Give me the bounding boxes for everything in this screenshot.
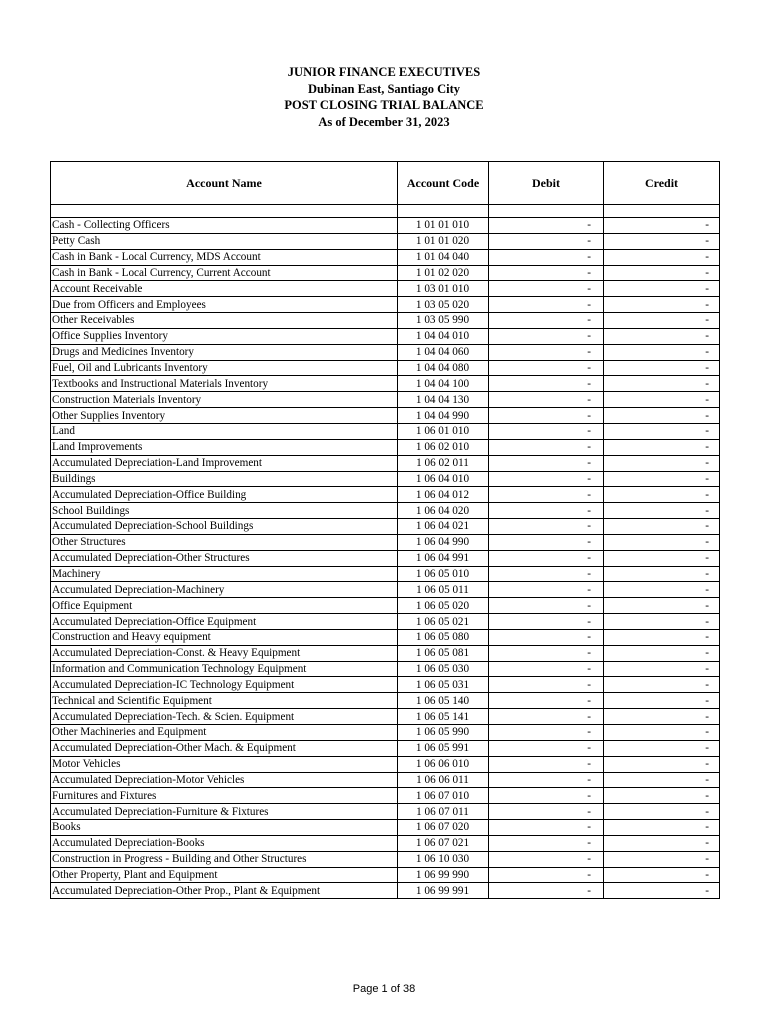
credit-cell: -	[604, 582, 720, 598]
account-name-cell: Accumulated Depreciation-Land Improvement	[51, 455, 398, 471]
report-title: POST CLOSING TRIAL BALANCE	[284, 98, 484, 112]
account-name-cell: Other Machineries and Equipment	[51, 725, 398, 741]
credit-cell: -	[604, 376, 720, 392]
credit-cell: -	[604, 598, 720, 614]
credit-cell: -	[604, 313, 720, 329]
table-row	[51, 281, 720, 297]
debit-cell: -	[489, 328, 604, 344]
table-row	[51, 313, 720, 329]
credit-cell: -	[604, 249, 720, 265]
account-code-cell: 1 04 04 060	[398, 344, 489, 360]
account-code-cell: 1 01 01 010	[398, 218, 489, 234]
account-code-cell: 1 06 05 990	[398, 725, 489, 741]
credit-cell: -	[604, 455, 720, 471]
credit-cell: -	[604, 693, 720, 709]
credit-cell: -	[604, 883, 720, 899]
account-code-cell: 1 06 04 020	[398, 503, 489, 519]
table-row	[51, 740, 720, 756]
organization-name: JUNIOR FINANCE EXECUTIVES	[287, 65, 481, 79]
debit-cell: -	[489, 265, 604, 281]
debit-cell: -	[489, 661, 604, 677]
table-row	[51, 392, 720, 408]
account-name-cell: Textbooks and Instructional Materials Inventory	[51, 376, 398, 392]
account-code-cell: 1 06 07 011	[398, 804, 489, 820]
debit-cell: -	[489, 519, 604, 535]
table-row	[51, 851, 720, 867]
credit-cell: -	[604, 534, 720, 550]
account-name-cell: Accumulated Depreciation-Machinery	[51, 582, 398, 598]
debit-cell: -	[489, 645, 604, 661]
table-row	[51, 804, 720, 820]
debit-cell: -	[489, 344, 604, 360]
account-name-cell: Office Supplies Inventory	[51, 328, 398, 344]
credit-cell: -	[604, 503, 720, 519]
account-code-cell: 1 03 05 020	[398, 297, 489, 313]
account-code-cell: 1 06 05 081	[398, 645, 489, 661]
debit-cell: -	[489, 550, 604, 566]
account-name-cell: Accumulated Depreciation-Other Prop., Plant & Equipment	[51, 883, 398, 899]
table-row	[51, 788, 720, 804]
account-name-cell: School Buildings	[51, 503, 398, 519]
account-name-cell: Construction in Progress - Building and Other Structures	[51, 851, 398, 867]
debit-cell: -	[489, 804, 604, 820]
account-code-cell: 1 06 05 011	[398, 582, 489, 598]
debit-cell: -	[489, 851, 604, 867]
account-code-cell: 1 04 04 990	[398, 408, 489, 424]
debit-cell: -	[489, 709, 604, 725]
table-row	[51, 820, 720, 836]
account-code-cell: 1 06 05 010	[398, 566, 489, 582]
credit-cell: -	[604, 392, 720, 408]
debit-cell: -	[489, 614, 604, 630]
credit-cell: -	[604, 471, 720, 487]
credit-cell: -	[604, 677, 720, 693]
table-row	[51, 725, 720, 741]
debit-cell: -	[489, 693, 604, 709]
debit-cell: -	[489, 249, 604, 265]
account-name-cell: Accumulated Depreciation-Office Equipment	[51, 614, 398, 630]
account-code-cell: 1 06 05 080	[398, 629, 489, 645]
credit-cell: -	[604, 550, 720, 566]
account-code-cell: 1 06 07 021	[398, 835, 489, 851]
table-row	[51, 550, 720, 566]
credit-cell: -	[604, 629, 720, 645]
report-header	[0, 64, 768, 130]
credit-cell: -	[604, 645, 720, 661]
credit-cell: -	[604, 804, 720, 820]
account-code-cell: 1 06 05 021	[398, 614, 489, 630]
debit-cell: -	[489, 725, 604, 741]
table-row	[51, 487, 720, 503]
debit-cell: -	[489, 439, 604, 455]
table-row	[51, 503, 720, 519]
account-code-cell: 1 06 05 991	[398, 740, 489, 756]
debit-cell: -	[489, 835, 604, 851]
credit-cell: -	[604, 439, 720, 455]
account-name-cell: Accumulated Depreciation-Office Building	[51, 487, 398, 503]
table-row	[51, 614, 720, 630]
debit-cell: -	[489, 423, 604, 439]
account-name-cell: Cash in Bank - Local Currency, Current Account	[51, 265, 398, 281]
table-row	[51, 360, 720, 376]
credit-cell: -	[604, 756, 720, 772]
account-name-cell: Cash - Collecting Officers	[51, 218, 398, 234]
credit-cell: -	[604, 614, 720, 630]
account-code-cell: 1 06 07 020	[398, 820, 489, 836]
table-row	[51, 677, 720, 693]
account-code-cell: 1 06 01 010	[398, 423, 489, 439]
account-code-cell: 1 03 01 010	[398, 281, 489, 297]
column-header-debit: Debit	[489, 162, 604, 205]
debit-cell: -	[489, 487, 604, 503]
credit-cell: -	[604, 867, 720, 883]
account-code-cell: 1 06 05 031	[398, 677, 489, 693]
account-name-cell: Information and Communication Technology Equipment	[51, 661, 398, 677]
organization-address: Dubinan East, Santiago City	[307, 81, 461, 96]
account-name-cell: Accumulated Depreciation-Other Structures	[51, 550, 398, 566]
table-body	[51, 205, 720, 899]
account-name-cell: Accumulated Depreciation-Const. & Heavy Equipment	[51, 645, 398, 661]
account-name-cell: Construction Materials Inventory	[51, 392, 398, 408]
account-name-cell: Buildings	[51, 471, 398, 487]
account-name-cell: Cash in Bank - Local Currency, MDS Account	[51, 249, 398, 265]
spacer-cell	[604, 205, 720, 218]
account-code-cell: 1 06 04 991	[398, 550, 489, 566]
account-name-cell: Office Equipment	[51, 598, 398, 614]
debit-cell: -	[489, 598, 604, 614]
account-code-cell: 1 06 07 010	[398, 788, 489, 804]
account-code-cell: 1 06 05 141	[398, 709, 489, 725]
account-code-cell: 1 06 99 991	[398, 883, 489, 899]
column-header-credit: Credit	[604, 162, 720, 205]
account-name-cell: Books	[51, 820, 398, 836]
account-name-cell: Technical and Scientific Equipment	[51, 693, 398, 709]
credit-cell: -	[604, 281, 720, 297]
debit-cell: -	[489, 677, 604, 693]
credit-cell: -	[604, 487, 720, 503]
debit-cell: -	[489, 218, 604, 234]
credit-cell: -	[604, 725, 720, 741]
debit-cell: -	[489, 408, 604, 424]
credit-cell: -	[604, 360, 720, 376]
debit-cell: -	[489, 788, 604, 804]
account-name-cell: Accumulated Depreciation-Tech. & Scien. Equipment	[51, 709, 398, 725]
column-header-account-name: Account Name	[51, 162, 398, 205]
credit-cell: -	[604, 820, 720, 836]
account-name-cell: Petty Cash	[51, 233, 398, 249]
debit-cell: -	[489, 756, 604, 772]
credit-cell: -	[604, 772, 720, 788]
credit-cell: -	[604, 297, 720, 313]
account-code-cell: 1 01 04 040	[398, 249, 489, 265]
table-row	[51, 772, 720, 788]
account-name-cell: Motor Vehicles	[51, 756, 398, 772]
spacer-cell	[51, 205, 398, 218]
account-code-cell: 1 04 04 100	[398, 376, 489, 392]
credit-cell: -	[604, 566, 720, 582]
account-code-cell: 1 06 02 010	[398, 439, 489, 455]
table-row	[51, 344, 720, 360]
account-name-cell: Accumulated Depreciation-Other Mach. & Equipment	[51, 740, 398, 756]
account-code-cell: 1 06 02 011	[398, 455, 489, 471]
account-code-cell: 1 06 06 011	[398, 772, 489, 788]
table-row	[51, 661, 720, 677]
credit-cell: -	[604, 835, 720, 851]
debit-cell: -	[489, 281, 604, 297]
account-code-cell: 1 06 04 021	[398, 519, 489, 535]
account-name-cell: Due from Officers and Employees	[51, 297, 398, 313]
table-row	[51, 756, 720, 772]
debit-cell: -	[489, 629, 604, 645]
table-row	[51, 408, 720, 424]
account-name-cell: Other Structures	[51, 534, 398, 550]
table-row	[51, 439, 720, 455]
table-row	[51, 218, 720, 234]
account-code-cell: 1 06 05 020	[398, 598, 489, 614]
account-name-cell: Machinery	[51, 566, 398, 582]
debit-cell: -	[489, 471, 604, 487]
credit-cell: -	[604, 788, 720, 804]
account-code-cell: 1 06 06 010	[398, 756, 489, 772]
credit-cell: -	[604, 740, 720, 756]
credit-cell: -	[604, 423, 720, 439]
debit-cell: -	[489, 772, 604, 788]
page-number: Page 1 of 38	[352, 983, 416, 995]
account-name-cell: Drugs and Medicines Inventory	[51, 344, 398, 360]
table-row	[51, 835, 720, 851]
table-row	[51, 471, 720, 487]
credit-cell: -	[604, 408, 720, 424]
table-row	[51, 233, 720, 249]
credit-cell: -	[604, 218, 720, 234]
account-name-cell: Accumulated Depreciation-School Buildings	[51, 519, 398, 535]
table-header-row	[51, 162, 720, 205]
table-row	[51, 455, 720, 471]
account-code-cell: 1 01 01 020	[398, 233, 489, 249]
credit-cell: -	[604, 709, 720, 725]
account-name-cell: Accumulated Depreciation-Books	[51, 835, 398, 851]
debit-cell: -	[489, 534, 604, 550]
account-code-cell: 1 06 05 030	[398, 661, 489, 677]
spacer-cell	[398, 205, 489, 218]
table-row	[51, 376, 720, 392]
table-row	[51, 566, 720, 582]
account-code-cell: 1 04 04 010	[398, 328, 489, 344]
account-name-cell: Accumulated Depreciation-Furniture & Fixtures	[51, 804, 398, 820]
credit-cell: -	[604, 661, 720, 677]
debit-cell: -	[489, 297, 604, 313]
credit-cell: -	[604, 519, 720, 535]
credit-cell: -	[604, 265, 720, 281]
account-name-cell: Accumulated Depreciation-Motor Vehicles	[51, 772, 398, 788]
table-row	[51, 645, 720, 661]
account-name-cell: Other Receivables	[51, 313, 398, 329]
table-row	[51, 598, 720, 614]
account-code-cell: 1 03 05 990	[398, 313, 489, 329]
debit-cell: -	[489, 740, 604, 756]
trial-balance-table	[50, 161, 720, 899]
table-row	[51, 582, 720, 598]
debit-cell: -	[489, 503, 604, 519]
table-row	[51, 519, 720, 535]
account-name-cell: Furnitures and Fixtures	[51, 788, 398, 804]
credit-cell: -	[604, 344, 720, 360]
debit-cell: -	[489, 883, 604, 899]
account-code-cell: 1 04 04 080	[398, 360, 489, 376]
table-row	[51, 693, 720, 709]
account-name-cell: Other Property, Plant and Equipment	[51, 867, 398, 883]
account-name-cell: Fuel, Oil and Lubricants Inventory	[51, 360, 398, 376]
spacer-cell	[489, 205, 604, 218]
account-code-cell: 1 06 05 140	[398, 693, 489, 709]
table-row	[51, 297, 720, 313]
debit-cell: -	[489, 820, 604, 836]
credit-cell: -	[604, 233, 720, 249]
column-header-account-code: Account Code	[398, 162, 489, 205]
debit-cell: -	[489, 360, 604, 376]
table-row	[51, 883, 720, 899]
account-code-cell: 1 04 04 130	[398, 392, 489, 408]
account-name-cell: Construction and Heavy equipment	[51, 629, 398, 645]
table-row	[51, 249, 720, 265]
spacer-row	[51, 205, 720, 218]
account-name-cell: Land	[51, 423, 398, 439]
debit-cell: -	[489, 376, 604, 392]
table-row	[51, 629, 720, 645]
credit-cell: -	[604, 851, 720, 867]
debit-cell: -	[489, 566, 604, 582]
credit-cell: -	[604, 328, 720, 344]
debit-cell: -	[489, 233, 604, 249]
account-code-cell: 1 06 10 030	[398, 851, 489, 867]
table-row	[51, 867, 720, 883]
table-row	[51, 328, 720, 344]
account-name-cell: Land Improvements	[51, 439, 398, 455]
account-code-cell: 1 06 04 990	[398, 534, 489, 550]
debit-cell: -	[489, 313, 604, 329]
account-name-cell: Account Receivable	[51, 281, 398, 297]
debit-cell: -	[489, 392, 604, 408]
account-code-cell: 1 01 02 020	[398, 265, 489, 281]
report-date: As of December 31, 2023	[318, 114, 450, 129]
debit-cell: -	[489, 582, 604, 598]
debit-cell: -	[489, 867, 604, 883]
account-name-cell: Accumulated Depreciation-IC Technology Equipment	[51, 677, 398, 693]
table-row	[51, 709, 720, 725]
table-row	[51, 423, 720, 439]
account-code-cell: 1 06 04 010	[398, 471, 489, 487]
debit-cell: -	[489, 455, 604, 471]
account-code-cell: 1 06 99 990	[398, 867, 489, 883]
account-name-cell: Other Supplies Inventory	[51, 408, 398, 424]
account-code-cell: 1 06 04 012	[398, 487, 489, 503]
table-row	[51, 265, 720, 281]
table-row	[51, 534, 720, 550]
